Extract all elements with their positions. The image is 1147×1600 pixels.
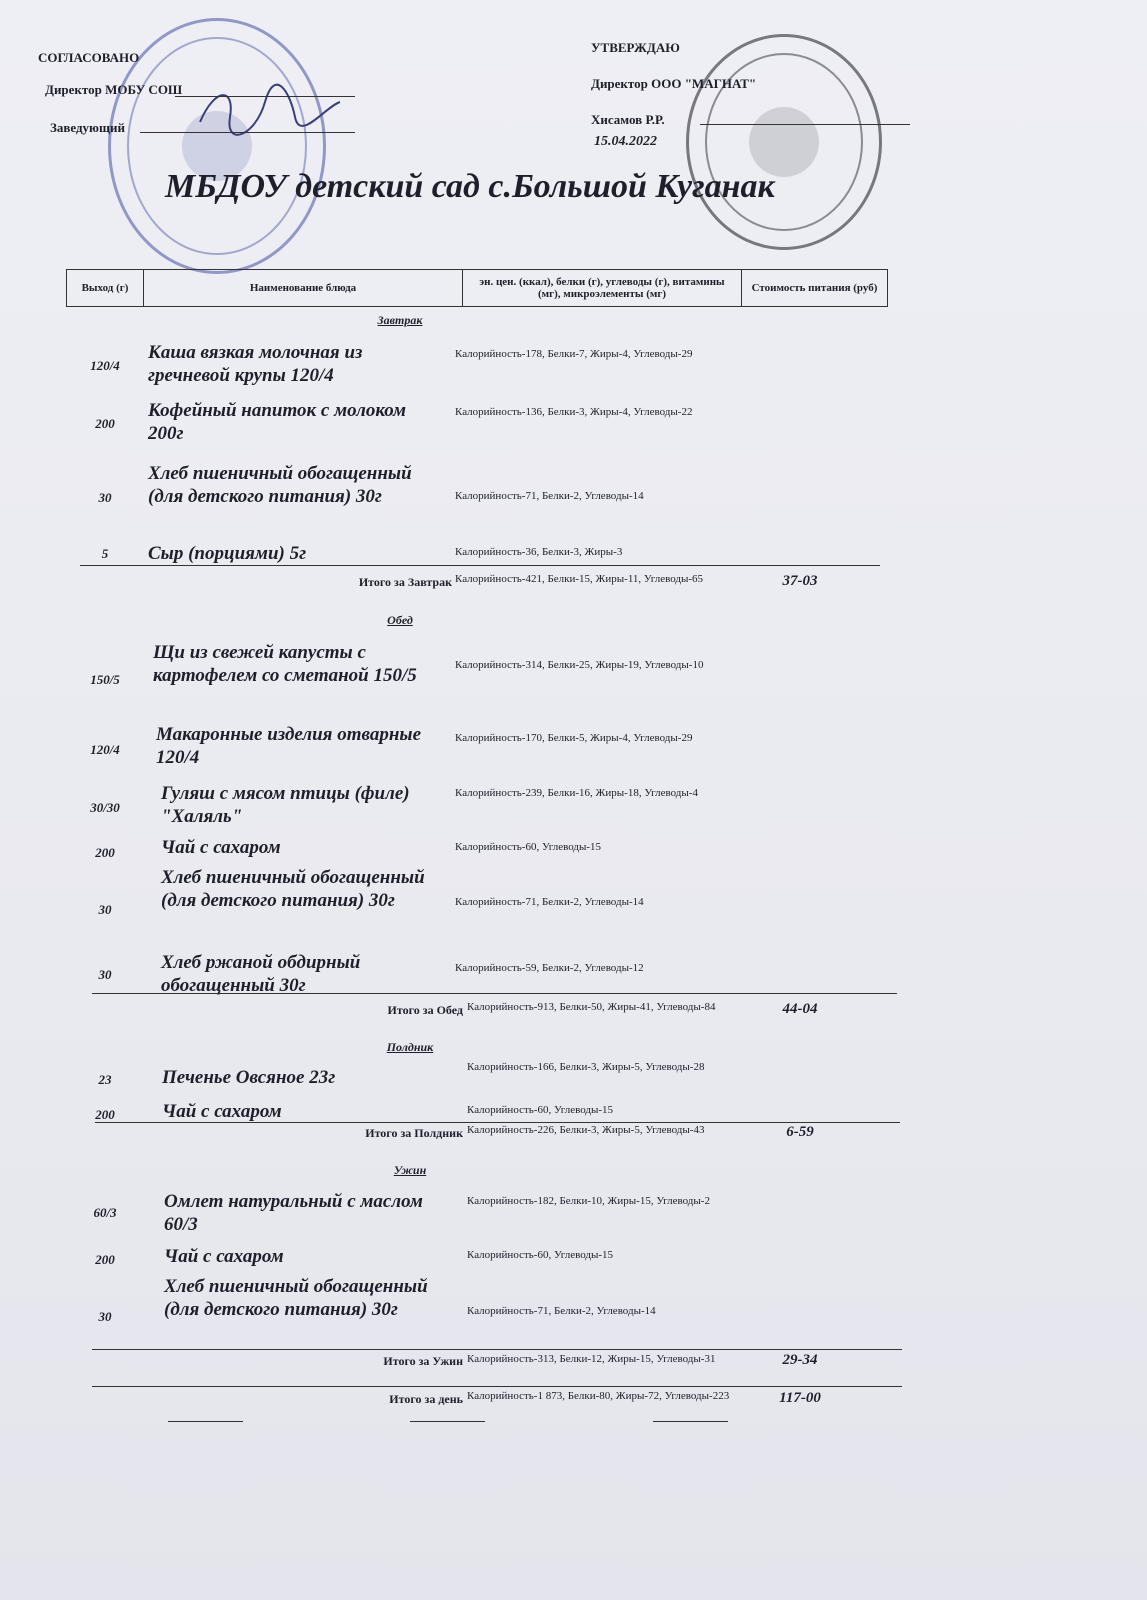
col-nutrition: эн. цен. (ккал), белки (г), углеводы (г), витамины (мг), микроэлементы (мг): [463, 270, 742, 307]
item-output: 200: [95, 416, 115, 431]
item-nutrition: Калорийность-166, Белки-3, Жиры-5, Углеводы-28: [467, 1061, 705, 1073]
total-nutrition: Калорийность-421, Белки-15, Жиры-11, Углеводы-65: [455, 573, 704, 585]
item-output: 200: [95, 1107, 115, 1122]
total-label: Итого за Полдник: [365, 1126, 463, 1140]
item-dish: Хлеб ржаной обдирный обогащенный 30г: [161, 952, 361, 996]
section-title: Завтрак: [377, 313, 423, 327]
item-dish: Хлеб пшеничный обогащенный (для детского питания) 30г: [148, 463, 412, 507]
signature-line: [700, 124, 910, 125]
item-dish: Чай с сахаром: [162, 1101, 282, 1122]
approval-right-title: УТВЕРЖДАЮ: [591, 40, 680, 55]
total-divider: [92, 1386, 902, 1387]
total-nutrition: Калорийность-913, Белки-50, Жиры-41, Углеводы-84: [467, 1001, 716, 1013]
signature-line: [140, 132, 355, 133]
total-cost: 29-34: [782, 1352, 818, 1368]
signature-line: [175, 96, 355, 97]
item-output: 30: [98, 1309, 112, 1324]
item-nutrition: Калорийность-60, Углеводы-15: [467, 1104, 614, 1116]
col-name: Наименование блюда: [144, 270, 463, 307]
approval-left-title: СОГЛАСОВАНО: [38, 50, 140, 65]
menu-table-header: [66, 269, 888, 307]
item-nutrition: Калорийность-71, Белки-2, Углеводы-14: [455, 490, 644, 502]
item-nutrition: Калорийность-60, Углеводы-15: [455, 841, 602, 853]
day-total-nutrition: Калорийность-1 873, Белки-80, Жиры-72, Углеводы-223: [467, 1390, 730, 1402]
item-nutrition: Калорийность-314, Белки-25, Жиры-19, Углеводы-10: [455, 659, 704, 671]
item-dish: Хлеб пшеничный обогащенный (для детского питания) 30г: [161, 867, 425, 911]
section-title: Обед: [387, 613, 413, 627]
approval-date: 15.04.2022: [594, 134, 657, 149]
item-nutrition: Калорийность-71, Белки-2, Углеводы-14: [467, 1305, 656, 1317]
total-cost: 44-04: [782, 1001, 818, 1017]
signature-line: [653, 1421, 728, 1422]
item-output: 200: [95, 845, 115, 860]
day-total-cost: 117-00: [779, 1390, 821, 1406]
approval-right-director: Директор ООО "МАГНАТ": [591, 76, 757, 91]
signature-line: [410, 1421, 485, 1422]
total-label: Итого за Ужин: [383, 1354, 463, 1368]
section-title: Ужин: [393, 1163, 427, 1177]
item-output: 120/4: [90, 742, 120, 757]
col-output: Выход (г): [67, 270, 144, 307]
approval-left-head: Заведующий: [50, 120, 125, 135]
item-output: 30/30: [90, 800, 120, 815]
item-dish: Кофейный напиток с молоком 200г: [148, 400, 407, 444]
total-divider: [92, 993, 897, 994]
item-dish: Макаронные изделия отварные 120/4: [156, 724, 422, 768]
total-nutrition: Калорийность-226, Белки-3, Жиры-5, Углеводы-43: [467, 1124, 705, 1136]
day-total-label: Итого за день: [389, 1392, 463, 1406]
total-nutrition: Калорийность-313, Белки-12, Жиры-15, Углеводы-31: [467, 1353, 716, 1365]
school-seal: [108, 18, 326, 274]
seal-emblem-icon: [749, 107, 819, 177]
item-output: 60/3: [93, 1205, 117, 1220]
document-title: МБДОУ детский сад с.Большой Куганак: [165, 168, 775, 205]
item-output: 30: [98, 902, 112, 917]
item-output: 5: [101, 546, 109, 561]
item-dish: Щи из свежей капусты с картофелем со сметаной 150/5: [153, 642, 417, 686]
item-dish: Сыр (порциями) 5г: [148, 543, 307, 564]
item-nutrition: Калорийность-71, Белки-2, Углеводы-14: [455, 896, 644, 908]
col-cost: Стоимость питания (руб): [742, 270, 888, 307]
item-nutrition: Калорийность-36, Белки-3, Жиры-3: [455, 546, 623, 558]
total-divider: [80, 565, 880, 566]
item-output: 30: [98, 490, 112, 505]
item-dish: Чай с сахаром: [164, 1246, 284, 1267]
item-output: 30: [98, 967, 112, 982]
company-seal: [686, 34, 882, 250]
item-output: 120/4: [90, 358, 120, 373]
approval-left-director: Директор МОБУ СОШ: [45, 82, 183, 97]
item-output: 200: [95, 1252, 115, 1267]
item-nutrition: Калорийность-178, Белки-7, Жиры-4, Углеводы-29: [455, 348, 693, 360]
total-cost: 37-03: [782, 573, 818, 589]
item-dish: Гуляш с мясом птицы (филе) "Халяль": [161, 783, 410, 827]
item-dish: Чай с сахаром: [161, 837, 281, 858]
item-nutrition: Калорийность-170, Белки-5, Жиры-4, Углеводы-29: [455, 732, 693, 744]
item-dish: Печенье Овсяное 23г: [162, 1067, 336, 1088]
item-nutrition: Калорийность-136, Белки-3, Жиры-4, Углеводы-22: [455, 406, 693, 418]
signature-line: [168, 1421, 243, 1422]
item-nutrition: Калорийность-60, Углеводы-15: [467, 1249, 614, 1261]
total-label: Итого за Завтрак: [358, 575, 452, 589]
total-divider: [92, 1349, 902, 1350]
item-output: 23: [98, 1072, 112, 1087]
item-nutrition: Калорийность-182, Белки-10, Жиры-15, Углеводы-2: [467, 1195, 710, 1207]
approval-right-name: Хисамов Р.Р.: [591, 112, 665, 127]
item-dish: Омлет натуральный с маслом 60/3: [164, 1191, 423, 1235]
item-dish: Каша вязкая молочная из гречневой крупы 120/4: [148, 342, 363, 386]
item-nutrition: Калорийность-239, Белки-16, Жиры-18, Углеводы-4: [455, 787, 698, 799]
total-cost: 6-59: [786, 1124, 814, 1140]
item-nutrition: Калорийность-59, Белки-2, Углеводы-12: [455, 962, 644, 974]
signature-icon: [195, 82, 345, 142]
section-title: Полдник: [386, 1040, 434, 1054]
item-output: 150/5: [90, 672, 120, 687]
total-label: Итого за Обед: [387, 1003, 463, 1017]
item-dish: Хлеб пшеничный обогащенный (для детского питания) 30г: [164, 1276, 428, 1320]
